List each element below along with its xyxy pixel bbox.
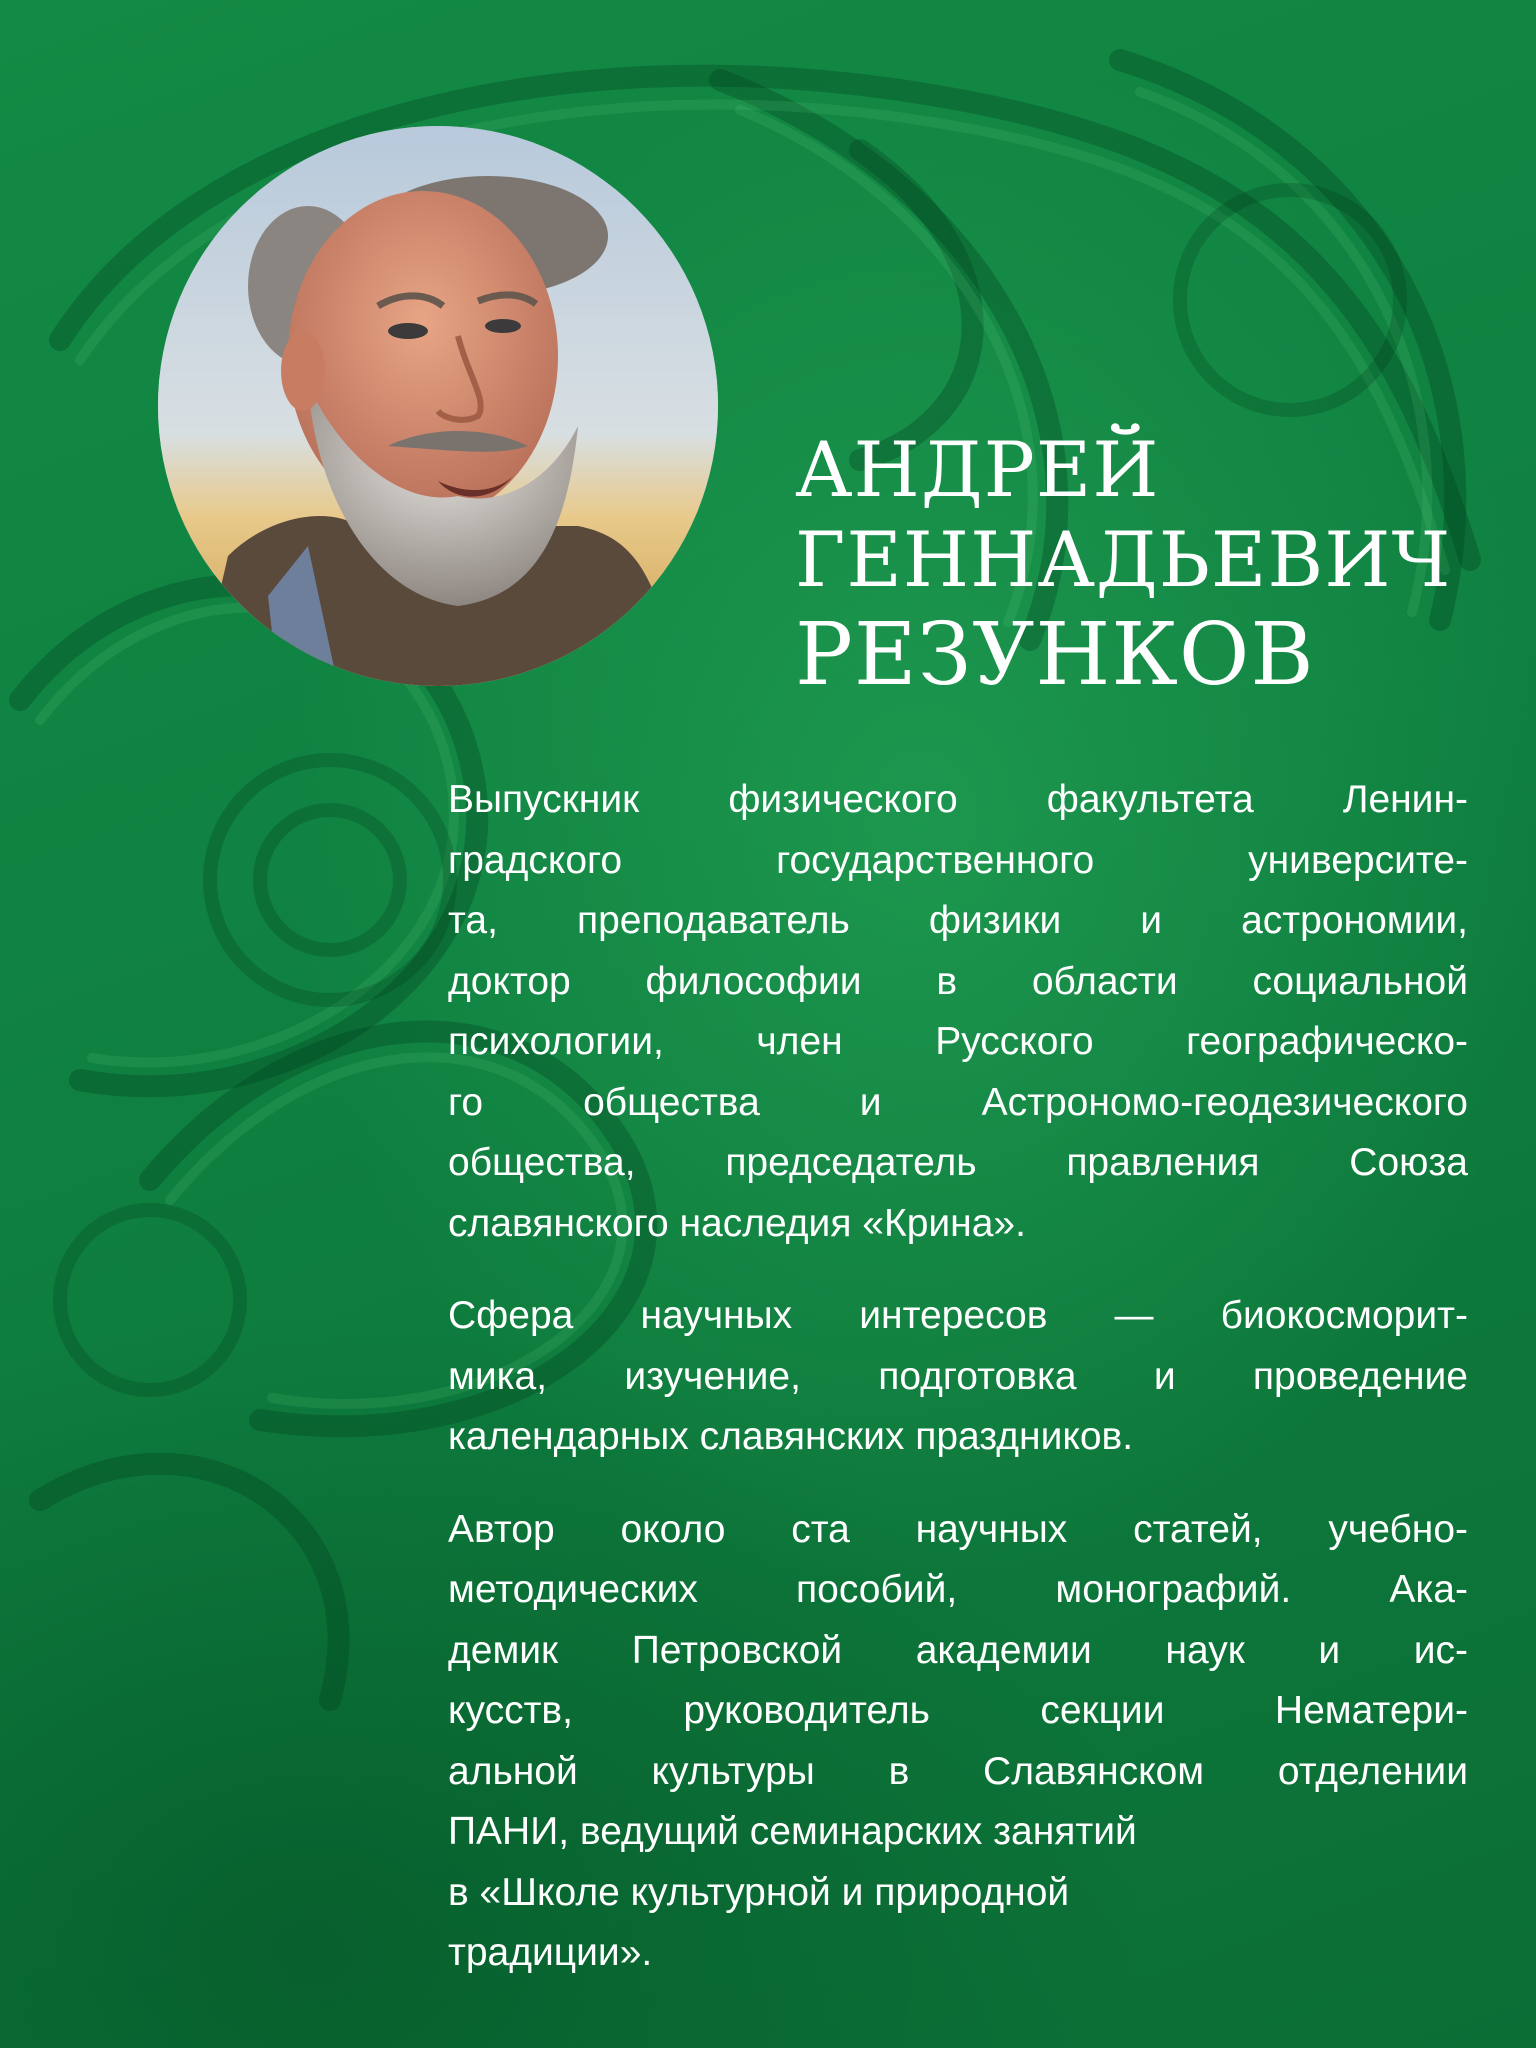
author-first-name: АНДРЕЙ (795, 425, 1160, 514)
bio-line: альной культуры в Славянском отделении (448, 1749, 1468, 1793)
bio-line: ПАНИ, ведущий семинарских занятий (448, 1810, 1137, 1853)
author-patronymic: ГЕННАДЬЕВИЧ (795, 515, 1452, 604)
bio-line: в «Школе культурной и природной (448, 1870, 1070, 1914)
bio-paragraph-interests (448, 1286, 1468, 1468)
bio-line: общества, председатель правления Союза (448, 1141, 1468, 1184)
bio-line: Выпускник физического факультета Ленин- (448, 778, 1468, 821)
bio-line: та, преподаватель физики и астрономии, (448, 899, 1468, 942)
bio-paragraph-education (448, 770, 1468, 1254)
bio-line: мика, изучение, подготовка и проведение (448, 1354, 1468, 1398)
author-surname: РЕЗУНКОВ (795, 605, 1315, 705)
bio-line: градского государственного университе- (448, 838, 1468, 882)
bio-line: славянского наследия «Крина». (448, 1201, 1026, 1245)
bio-line: календарных славянских праздников. (448, 1415, 1134, 1458)
author-biography (448, 770, 1468, 2016)
bio-line: кусств, руководитель секции Нематери- (448, 1689, 1468, 1732)
bio-line: го общества и Астрономо-геодезического (448, 1080, 1468, 1124)
bio-line: Автор около ста научных статей, учебно- (448, 1507, 1468, 1551)
bio-line: традиции». (448, 1931, 653, 1974)
author-name (795, 425, 1495, 705)
bio-line: методических пособий, монографий. Ака- (448, 1568, 1468, 1611)
bio-line: доктор философии в области социальной (448, 959, 1468, 1003)
bio-line: демик Петровской академии наук и ис- (448, 1628, 1468, 1672)
bio-line: психологии, член Русского географическо- (448, 1020, 1468, 1063)
bio-paragraph-works (448, 1500, 1468, 1984)
author-portrait (158, 126, 718, 686)
bio-line: Сфера научных интересов — биокосморит- (448, 1294, 1468, 1337)
